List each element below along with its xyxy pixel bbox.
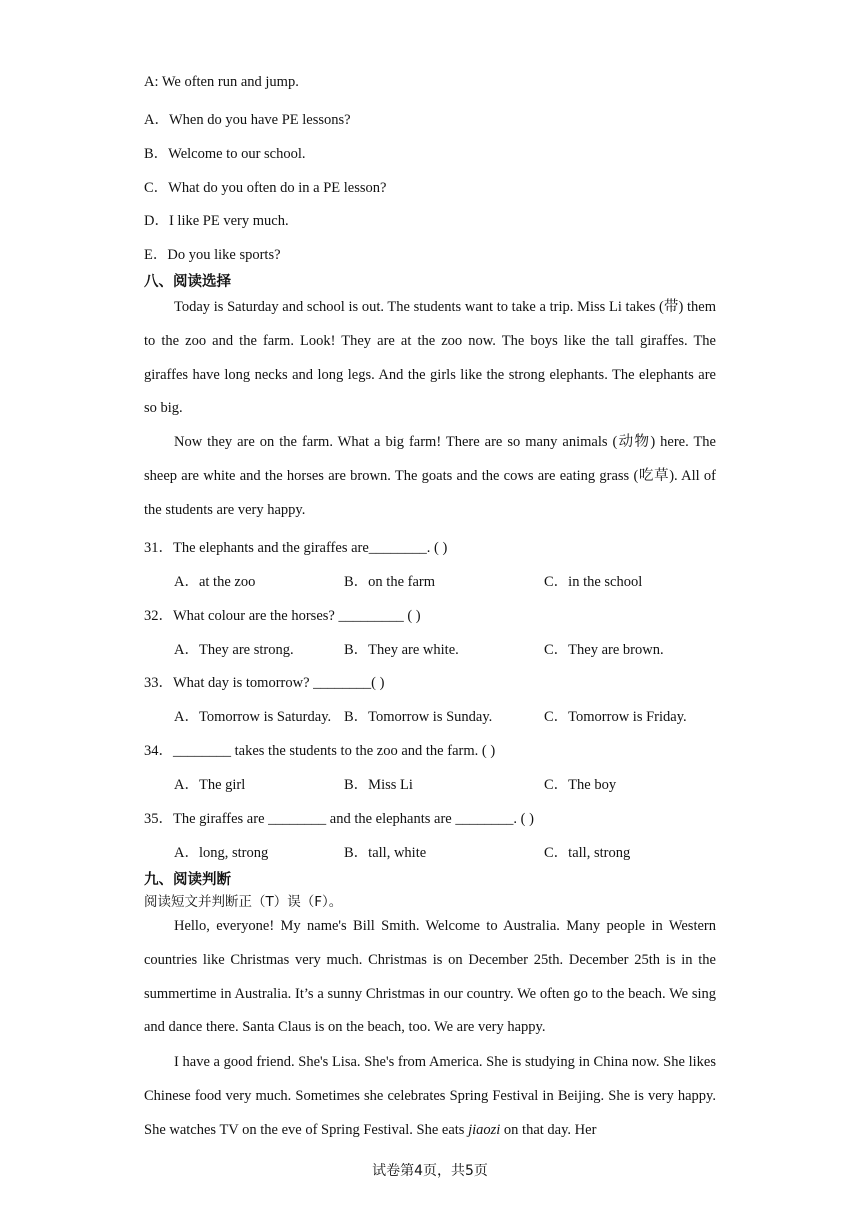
option-b: B．Tomorrow is Sunday. bbox=[344, 709, 493, 725]
option-b: B．tall, white bbox=[344, 845, 427, 861]
question-35: 35．The giraffes are ________ and the elephants are ________. ( ) bbox=[144, 811, 534, 827]
question-33: 33．What day is tomorrow? ________( ) bbox=[144, 675, 385, 691]
page-footer: 试卷第4页，共5页 bbox=[372, 1163, 488, 1179]
option-c: C．The boy bbox=[544, 777, 617, 793]
option-b: B．on the farm bbox=[344, 574, 436, 590]
option-a: A．long, strong bbox=[174, 845, 269, 861]
section-title-reading-judge: 九、阅读判断 bbox=[144, 872, 231, 888]
option-c: C．in the school bbox=[544, 574, 643, 590]
italic-word: jiaozi bbox=[468, 1121, 501, 1138]
reading-passage-1: Today is Saturday and school is out. The students want to take a trip. Miss Li takes (带) them to the zoo and the farm. Look! They are at the zoo now. The boys like the tall giraffes. The giraffes have long necks and long legs. And the girls like the strong elephants. The elephants are so big. bbox=[144, 299, 716, 417]
section-title-reading-choice: 八、阅读选择 bbox=[144, 274, 231, 290]
question-34: 34．________ takes the students to the zoo and the farm. ( ) bbox=[144, 743, 496, 759]
option-a: A．The girl bbox=[174, 777, 246, 793]
option-a: A．Tomorrow is Saturday. bbox=[174, 709, 332, 725]
judge-passage-1: Hello, everyone! My name's Bill Smith. Welcome to Australia. Many people in Western countries like Christmas very much. Christmas is on December 25th. December 25th is in the summertime in Australia. It’s a sunny Christmas in our country. We often go to the beach. We sing and dance there. Santa Claus is on the beach, too. We are very happy. bbox=[144, 918, 716, 1036]
option-e: E．Do you like sports? bbox=[144, 247, 281, 263]
option-b: B．Welcome to our school. bbox=[144, 146, 306, 162]
question-32: 32．What colour are the horses? _________ ( ) bbox=[144, 608, 421, 624]
reading-passage-2: Now they are on the farm. What a big farm! There are so many animals (动物) here. The sheep are white and the horses are brown. The goats and the cows are eating grass (吃草). All of the students are very happy. bbox=[144, 434, 716, 518]
option-a: A．at the zoo bbox=[174, 574, 256, 590]
option-c: C．They are brown. bbox=[544, 642, 664, 658]
option-c: C．tall, strong bbox=[544, 845, 631, 861]
option-c: C．What do you often do in a PE lesson? bbox=[144, 180, 387, 196]
option-a: A．When do you have PE lessons? bbox=[144, 112, 351, 128]
option-c: C．Tomorrow is Friday. bbox=[544, 709, 687, 725]
option-d: D．I like PE very much. bbox=[144, 213, 289, 229]
section-instruction: 阅读短文并判断正（T）误（F）。 bbox=[144, 894, 343, 910]
option-b: B．They are white. bbox=[344, 642, 459, 658]
option-b: B．Miss Li bbox=[344, 777, 413, 793]
dialogue-line: A: We often run and jump. bbox=[144, 74, 299, 90]
judge-passage-2: I have a good friend. She's Lisa. She's from America. She is studying in China now. She likes Chinese food very much. Sometimes she celebrates Spring Festival in Beijing. She is very happy. She watches TV on the eve of Spring Festival. She eats jiaozi on that day. Her bbox=[144, 1054, 716, 1138]
option-a: A．They are strong. bbox=[174, 642, 294, 658]
question-31: 31．The elephants and the giraffes are________. ( ) bbox=[144, 540, 448, 556]
